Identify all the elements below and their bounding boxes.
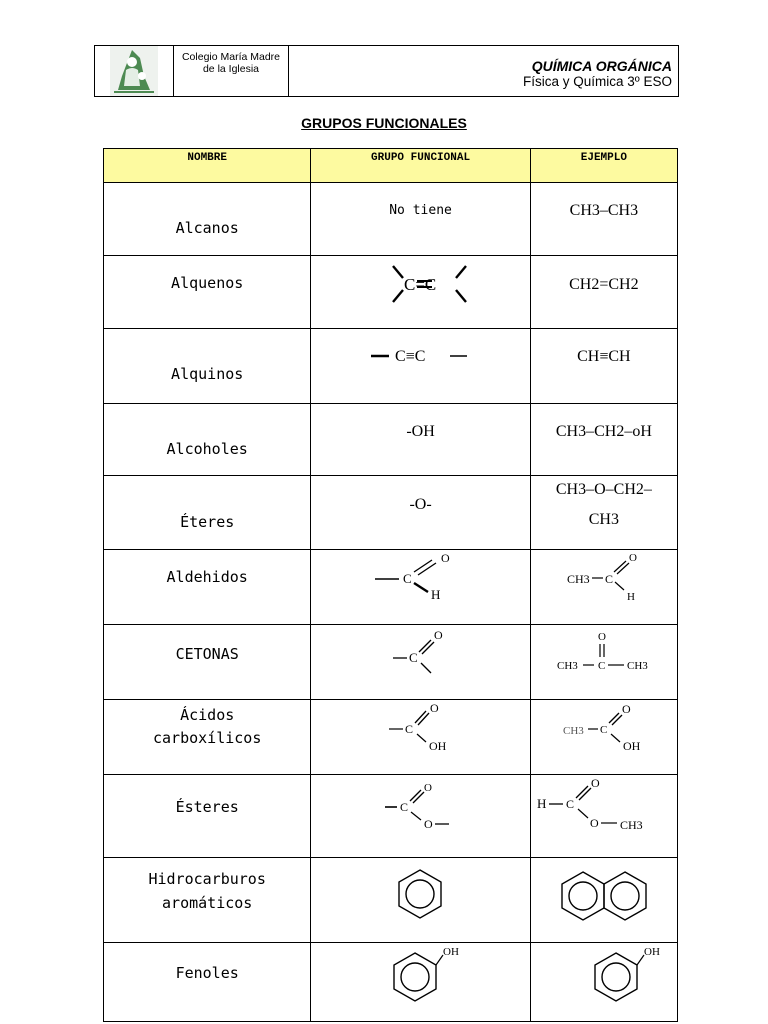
alkene-group-diagram	[311, 256, 530, 328]
atom-label: O	[621, 702, 631, 716]
row-name-line2: aromáticos	[162, 894, 253, 912]
phenol-example-diagram	[531, 943, 678, 1021]
row-name: Alcoholes	[166, 440, 248, 458]
school-logo	[95, 46, 174, 96]
atom-label: H	[431, 587, 441, 602]
name-cell	[104, 329, 311, 404]
name-cell	[104, 775, 311, 858]
table-row	[104, 329, 678, 404]
group-cell	[311, 183, 530, 256]
row-name-line2: carboxílicos	[152, 729, 262, 747]
carboxylic-example-diagram	[531, 700, 678, 774]
group-cell	[311, 700, 530, 775]
name-cell	[104, 404, 311, 476]
aldehyde-group-diagram	[311, 550, 530, 624]
subject-title: QUÍMICA ORGÁNICA	[531, 58, 672, 74]
aldehyde-example-diagram	[531, 550, 678, 624]
column-header-ejemplo: EJEMPLO	[530, 149, 677, 183]
atom-label: O	[597, 631, 606, 643]
name-cell	[104, 700, 311, 775]
example-cell	[530, 550, 677, 625]
group-cell	[311, 256, 530, 329]
example-cell	[530, 329, 677, 404]
atom-label: C≡C	[395, 348, 426, 365]
atom-label: OH	[429, 739, 447, 753]
group-cell	[311, 775, 530, 858]
example-cell	[530, 700, 677, 775]
table-row	[104, 550, 678, 625]
name-cell	[104, 183, 311, 256]
school-name	[174, 46, 289, 96]
name-cell	[104, 256, 311, 329]
atom-label: CH3	[556, 660, 578, 672]
example-text-line2: CH3	[588, 511, 619, 528]
atom-label: O	[589, 816, 599, 830]
atom-label: C	[599, 724, 608, 736]
example-cell	[530, 625, 677, 700]
name-cell	[104, 476, 311, 550]
ester-group-diagram	[311, 775, 530, 857]
carboxylic-group-diagram	[311, 700, 530, 774]
column-header-nombre: NOMBRE	[104, 149, 311, 183]
name-cell	[104, 625, 311, 700]
example-cell	[530, 183, 677, 256]
school-name-line2: de la Iglesia	[202, 63, 260, 75]
example-cell	[530, 404, 677, 476]
row-name: Alquenos	[171, 274, 244, 292]
naphthalene-rings-icon	[531, 858, 678, 942]
row-name: Alquinos	[171, 365, 244, 383]
table-row	[104, 625, 678, 700]
atom-label: OH	[622, 739, 641, 753]
document-header	[94, 45, 679, 97]
table-row	[104, 858, 678, 943]
benzene-ring-icon	[311, 858, 530, 942]
group-cell	[311, 550, 530, 625]
atom-label: OH	[443, 946, 460, 958]
atom-label: C	[403, 571, 413, 586]
atom-label: O	[424, 817, 434, 831]
example-text: CH2=CH2	[569, 276, 639, 293]
ester-example-diagram	[531, 775, 678, 857]
atom-label: C	[597, 660, 606, 672]
row-name: Alcanos	[175, 219, 239, 237]
group-cell	[311, 858, 530, 943]
atom-label: O	[430, 701, 440, 715]
atom-label: C	[604, 572, 613, 586]
table-header-row	[104, 149, 678, 183]
atom-label: OH	[643, 946, 660, 958]
row-name-line1: Ácidos	[180, 706, 235, 724]
example-cell	[530, 476, 677, 550]
group-text: No tiene	[389, 203, 452, 218]
atom-label: H	[626, 591, 635, 603]
atom-label: O	[590, 776, 600, 790]
table-row	[104, 775, 678, 858]
name-cell	[104, 858, 311, 943]
functional-groups-table	[103, 148, 678, 1022]
atom-label: CH3	[626, 660, 648, 672]
ketone-group-diagram	[311, 625, 530, 699]
column-header-grupo: GRUPO FUNCIONAL	[311, 149, 530, 183]
table-row	[104, 183, 678, 256]
example-text: CH3–CH2–oH	[555, 423, 652, 440]
alkyne-group-diagram	[311, 329, 530, 403]
ketone-example-diagram	[531, 625, 678, 699]
atom-label: CH3	[619, 818, 643, 832]
row-name: Aldehidos	[166, 568, 248, 586]
example-cell	[530, 256, 677, 329]
row-name: CETONAS	[175, 645, 239, 663]
table-row	[104, 700, 678, 775]
table-row	[104, 943, 678, 1022]
name-cell	[104, 943, 311, 1022]
row-name: Éteres	[180, 513, 235, 531]
row-name-line1: Hidrocarburos	[148, 870, 266, 888]
example-cell	[530, 858, 677, 943]
atom-label: C=C	[404, 275, 437, 294]
atom-label: C	[565, 797, 574, 811]
group-text: -OH	[406, 423, 435, 440]
atom-label: C	[409, 650, 419, 665]
name-cell	[104, 550, 311, 625]
atom-label: O	[628, 552, 637, 564]
example-cell	[530, 943, 677, 1022]
group-text: -O-	[409, 496, 432, 513]
table-row	[104, 256, 678, 329]
atom-label: CH3	[562, 725, 584, 737]
page-title: GRUPOS FUNCIONALES	[301, 115, 467, 131]
table-row	[104, 404, 678, 476]
row-name: Ésteres	[175, 798, 239, 816]
atom-label: CH3	[566, 572, 590, 586]
school-name-line1: Colegio María Madre	[181, 51, 281, 63]
example-cell	[530, 775, 677, 858]
phenol-group-diagram	[311, 943, 530, 1021]
atom-label: O	[434, 628, 444, 642]
table-row	[104, 476, 678, 550]
row-name: Fenoles	[175, 964, 239, 982]
atom-label: C	[405, 722, 414, 736]
atom-label: C	[400, 800, 409, 814]
group-cell	[311, 404, 530, 476]
course-title: Física y Química 3º ESO	[523, 74, 672, 89]
example-text: CH≡CH	[577, 348, 631, 365]
atom-label: H	[536, 796, 547, 811]
group-cell	[311, 329, 530, 404]
group-cell	[311, 476, 530, 550]
group-cell	[311, 625, 530, 700]
atom-label: O	[424, 782, 433, 794]
group-cell	[311, 943, 530, 1022]
atom-label: O	[441, 551, 451, 565]
header-titles	[289, 46, 678, 96]
example-text-line1: CH3–O–CH2–	[555, 481, 652, 498]
example-text: CH3–CH3	[569, 202, 639, 219]
